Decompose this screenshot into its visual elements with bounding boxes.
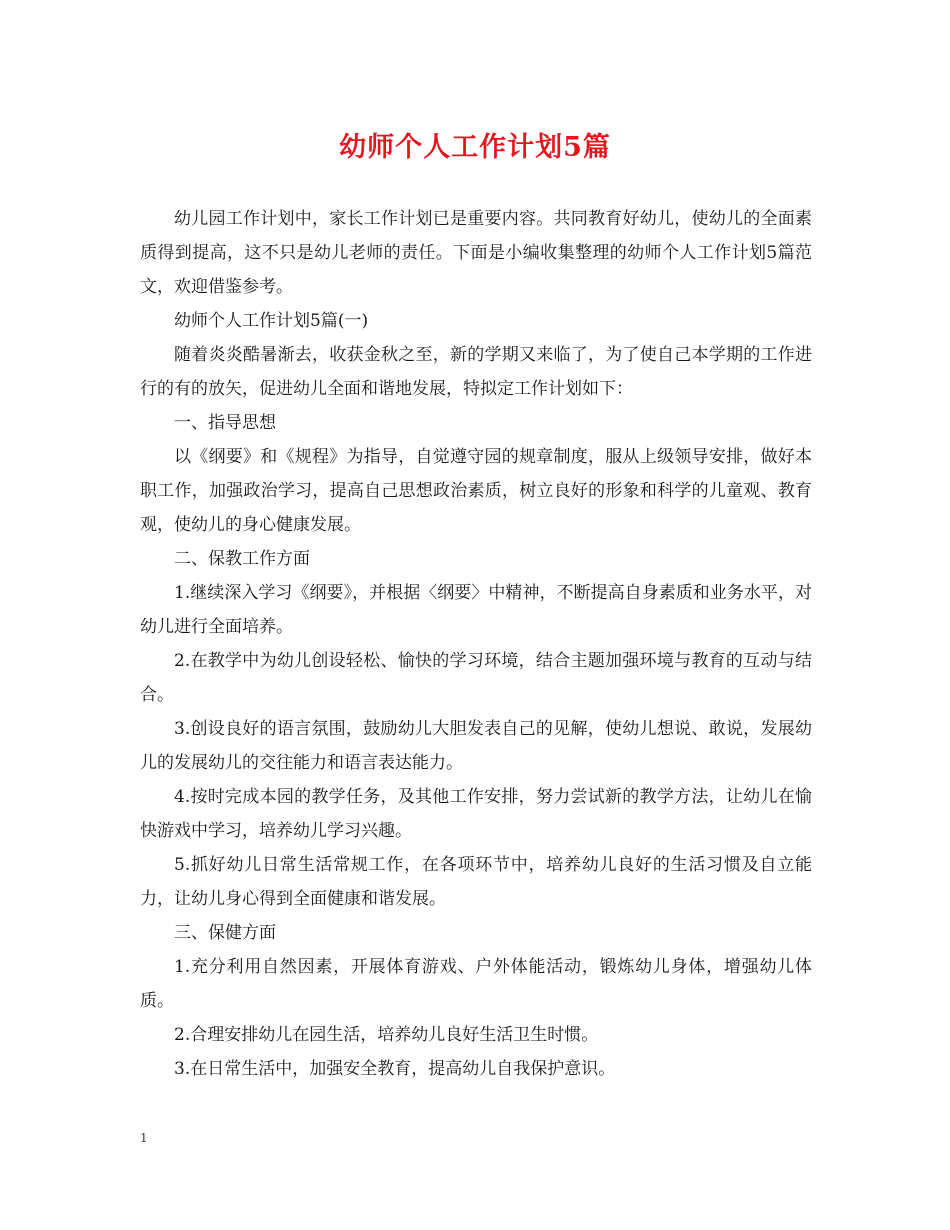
list-item-education-5: 5.抓好幼儿日常生活常规工作，在各项环节中，培养幼儿良好的生活习惯及自立能力，让幼儿身心得到全面健康和谐发展。 xyxy=(140,855,812,909)
list-item-health-1: 1.充分利用自然因素，开展体育游戏、户外体能活动，锻炼幼儿身体，增强幼儿体质。 xyxy=(140,957,812,1011)
document-body xyxy=(140,202,812,1086)
list-item-health-2: 2.合理安排幼儿在园生活，培养幼儿良好生活卫生时惯。 xyxy=(174,1025,599,1045)
section-heading-plan-1: 幼师个人工作计划5篇(一) xyxy=(174,311,369,331)
paragraph-opening: 随着炎炎酷暑渐去，收获金秋之至，新的学期又来临了，为了使自己本学期的工作进行的有的放矢，促进幼儿全面和谐地发展，特拟定工作计划如下： xyxy=(140,345,812,399)
list-item-education-3: 3.创设良好的语言氛围，鼓励幼儿大胆发表自己的见解，使幼儿想说、敢说，发展幼儿的发展幼儿的交往能力和语言表达能力。 xyxy=(140,719,812,773)
list-item-education-4: 4.按时完成本园的教学任务，及其他工作安排，努力尝试新的教学方法，让幼儿在愉快游戏中学习，培养幼儿学习兴趣。 xyxy=(140,787,812,841)
paragraph-guiding-thought: 以《纲要》和《规程》为指导，自觉遵守园的规章制度，服从上级领导安排，做好本职工作，加强政治学习，提高自己思想政治素质，树立良好的形象和科学的儿童观、教育观，使幼儿的身心健康发展。 xyxy=(140,447,812,535)
document-title: 幼师个人工作计划5篇 xyxy=(339,132,611,163)
section-heading-education-work: 二、保教工作方面 xyxy=(174,549,310,569)
list-item-health-3: 3.在日常生活中，加强安全教育，提高幼儿自我保护意识。 xyxy=(174,1059,616,1079)
list-item-education-2: 2.在教学中为幼儿创设轻松、愉快的学习环境，结合主题加强环境与教育的互动与结合。 xyxy=(140,651,812,705)
paragraph-intro: 幼儿园工作计划中，家长工作计划已是重要内容。共同教育好幼儿，使幼儿的全面素质得到提高，这不只是幼儿老师的责任。下面是小编收集整理的幼师个人工作计划5篇范文，欢迎借鉴参考。 xyxy=(140,209,812,297)
section-heading-health: 三、保健方面 xyxy=(174,923,276,943)
list-item-education-1: 1.继续深入学习《纲要》，并根据〈纲要〉中精神，不断提高自身素质和业务水平，对幼儿进行全面培养。 xyxy=(140,583,812,637)
page-number: 1 xyxy=(140,1131,148,1145)
section-heading-guiding-thought: 一、指导思想 xyxy=(174,413,276,433)
